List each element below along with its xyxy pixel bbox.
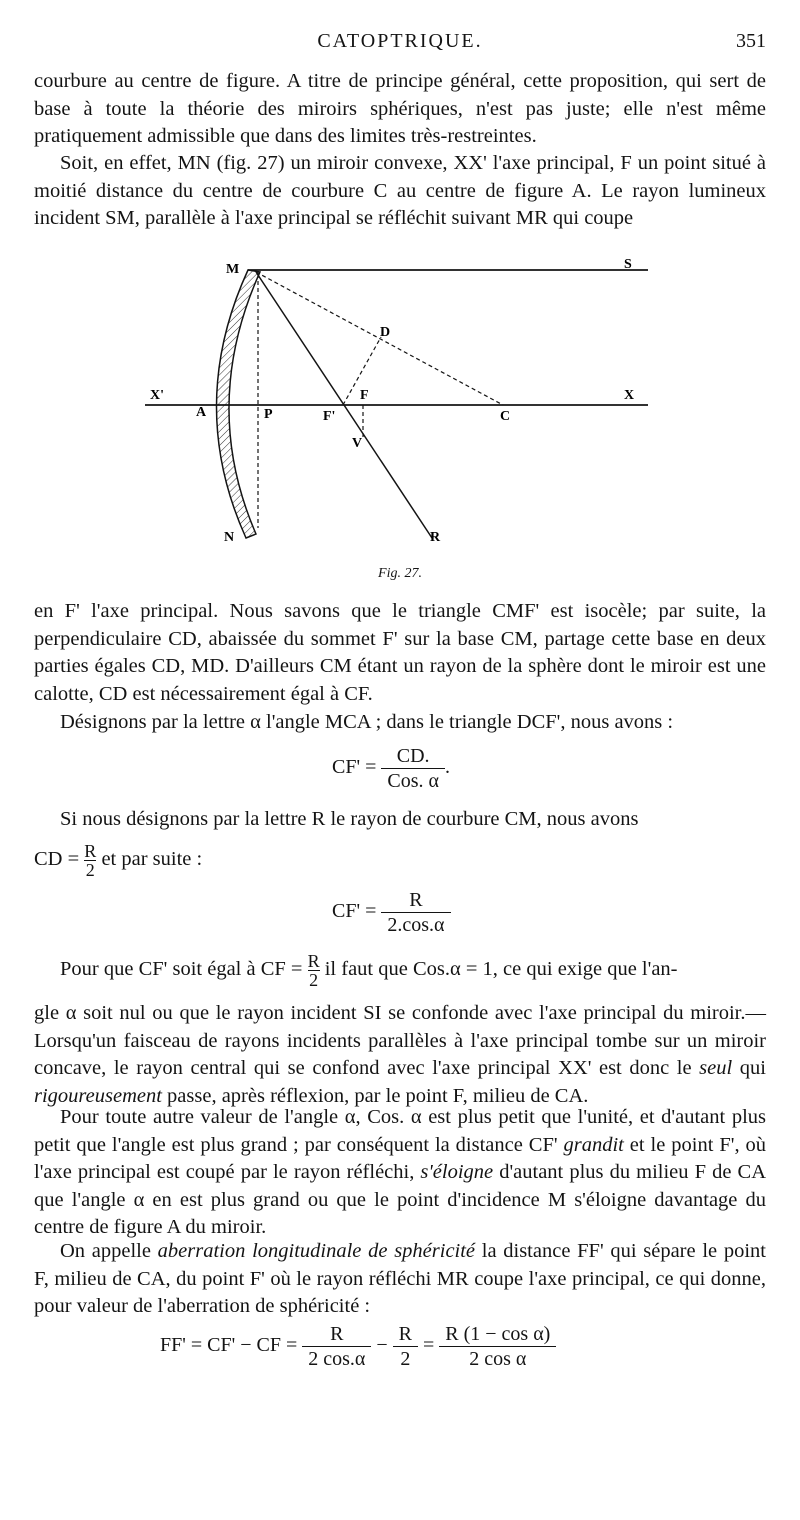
label-x: X: [624, 388, 635, 403]
p8-b: la distance FF' qui sépare le point F, milieu de CA, du point F' où le rayon réfléchi MR coupe l'axe principal, ce qui donne, pour valeur de l'aberration de sphéricité :: [34, 1240, 766, 1317]
page-header: [34, 30, 766, 56]
paragraph-6-first-line: [34, 952, 792, 989]
eq1-lhs: CF' =: [332, 756, 377, 779]
eq3-num: R: [409, 889, 423, 911]
label-v: V: [352, 436, 363, 451]
p6-end: il faut que Cos.α = 1, ce qui exige que l'an-: [324, 958, 678, 981]
eq2-den: 2: [85, 860, 95, 880]
eq4-fraction: [308, 952, 320, 989]
eq5-minus: −: [376, 1334, 388, 1357]
paragraph-2: Soit, en effet, MN (fig. 27) un miroir convexe, XX' l'axe principal, F un point situé à moitié distance du centre de courbure C au centre de figure A. Le rayon lumineux incident SM, parallèle à l'axe principal se réfléchit suivant MR qui coupe: [34, 152, 766, 229]
paragraph-3: en F' l'axe principal. Nous savons que le triangle CMF' est isocèle; par suite, la perpendiculaire CD, abaissée du sommet F' sur la base CM, partage cette base en deux parties égales CD, MD. D'ailleurs CM étant un rayon de la sphère dont le miroir est une calotte, CD est nécessairement égal à CF.: [34, 600, 766, 705]
equation-aberration: [160, 1322, 556, 1371]
p8-term: aberration longitudinale de sphéricité: [157, 1240, 476, 1262]
paragraph-1: courbure au centre de figure. A titre de principe général, cette proposition, qui sert de base à toute la théorie des miroirs sphériques, n'est pas juste; elle n'est même pratiquement admissible que dans des limites très-restreintes.: [34, 70, 766, 147]
eq1-den: Cos. α: [381, 768, 445, 793]
p8-a: On appelle: [60, 1240, 158, 1262]
eq5-frac1: [302, 1322, 371, 1371]
paragraph-4: Désignons par la lettre α l'angle MCA ; dans le triangle DCF', nous avons :: [60, 711, 674, 733]
eq4-num: R: [307, 951, 320, 971]
mirror-mn: [216, 270, 260, 538]
cd-lhs: CD =: [34, 848, 80, 871]
eq5-d3: 2 cos α: [439, 1346, 556, 1371]
eq3-den: 2.cos.α: [381, 912, 450, 937]
eq3-lhs: CF' =: [332, 900, 377, 923]
paragraph-6: [34, 1000, 766, 1110]
eq1-fraction: [381, 744, 445, 793]
p6-start: Pour que CF' soit égal à CF =: [60, 958, 303, 981]
eq1-tail: .: [444, 756, 450, 779]
p7-b: et le point F', où l'axe principal est coupé par le rayon réfléchi,: [34, 1133, 767, 1183]
eq5-n3: R (1 − cos α): [445, 1323, 551, 1345]
label-d: D: [380, 325, 391, 340]
paragraph-5: Si nous désignons par la lettre R le rayon de courbure CM, nous avons: [60, 808, 639, 830]
label-f: F: [360, 388, 369, 403]
eq2-fraction: [84, 842, 96, 879]
label-r: R: [430, 530, 441, 545]
p7-grandit: grandit: [563, 1133, 624, 1156]
eq5-d2: 2: [393, 1346, 418, 1371]
label-s: S: [624, 257, 632, 272]
page-number: 351: [736, 30, 766, 52]
p6-rigoureusement: rigoureusement: [34, 1084, 162, 1107]
label-m: M: [226, 262, 240, 277]
running-title: CATOPTRIQUE.: [317, 30, 483, 52]
eq1-num: CD.: [396, 745, 430, 767]
eq5-lhs: FF' = CF' − CF =: [160, 1334, 298, 1357]
paragraph-8: [34, 1238, 766, 1321]
p7-c: d'autant plus du milieu F de CA que l'angle α en est plus grand ou que le point d'incidence M s'éloigne davantage du centre de figure A du miroir.: [34, 1161, 766, 1238]
label-c: C: [500, 409, 511, 424]
label-a: A: [196, 405, 207, 420]
eq4-den: 2: [309, 970, 319, 990]
p6-seul: seul: [699, 1057, 733, 1079]
label-p: P: [264, 407, 273, 422]
equation-cf-1: [332, 744, 450, 793]
eq5-frac3: [439, 1322, 556, 1371]
figure-27-diagram: [140, 255, 660, 595]
paragraph-7: [34, 1104, 766, 1242]
cd-rhs: et par suite :: [101, 848, 203, 871]
figure-caption: Fig. 27.: [378, 566, 422, 581]
equation-cf-2: [332, 888, 451, 937]
label-n: N: [224, 530, 235, 545]
p6-qui: qui: [732, 1057, 766, 1079]
eq5-equals: =: [422, 1334, 435, 1357]
eq5-frac2: [393, 1322, 418, 1371]
eq3-fraction: [381, 888, 450, 937]
p7-eloigne: s'éloigne: [420, 1161, 494, 1183]
label-fp: F': [323, 409, 336, 424]
label-xp: X': [150, 388, 164, 403]
eq5-n1: R: [330, 1323, 344, 1345]
p6-rest: gle α soit nul ou que le rayon incident SI se confonde avec l'axe principal du miroir.— Lorsqu'un faisceau de rayons incidents parallèles à l'axe principal tombe sur un miroir concave, le rayon central qui se confond avec l'axe principal XX' est donc le: [34, 1002, 766, 1079]
eq2-num: R: [84, 841, 97, 861]
p6-tail: passe, après réflexion, par le point F, milieu de CA.: [161, 1084, 589, 1107]
eq5-n2: R: [398, 1323, 412, 1345]
eq5-d1: 2 cos.α: [302, 1346, 371, 1371]
cd-line: [34, 842, 766, 879]
p7-a: Pour toute autre valeur de l'angle α, Cos. α est plus petit que l'unité, et d'autant plus petit que l'angle est plus grand ; par conséquent la distance CF': [34, 1106, 766, 1156]
